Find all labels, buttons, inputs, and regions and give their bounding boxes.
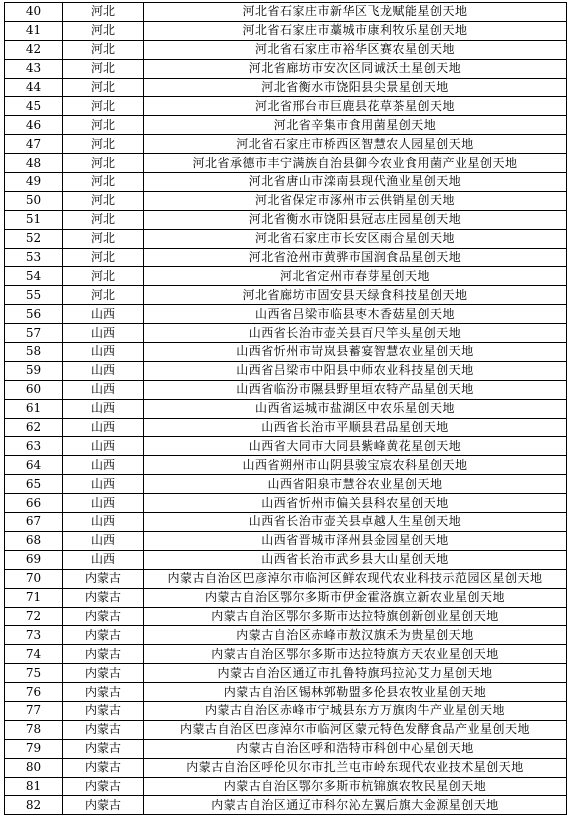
province-cell: 河北 [63, 191, 144, 210]
province-cell: 山西 [63, 324, 144, 343]
base-name-cell: 河北省石家庄市桥西区智慧农人园星创天地 [144, 135, 567, 154]
row-number-cell: 63 [5, 437, 63, 456]
base-name-cell: 山西省忻州市岢岚县蓄宴智慧农业星创天地 [144, 343, 567, 362]
base-name-cell: 河北省辛集市食用菌星创天地 [144, 116, 567, 135]
table-row [5, 758, 567, 777]
table-row [5, 286, 567, 305]
row-number-cell: 65 [5, 475, 63, 494]
base-name-cell: 内蒙古自治区巴彦淖尔市临河区鲜农现代农业科技示范园区星创天地 [144, 569, 567, 588]
table-row [5, 248, 567, 267]
province-cell: 山西 [63, 494, 144, 513]
province-cell: 山西 [63, 361, 144, 380]
base-name-cell: 山西省吕梁市临县枣木香菇星创天地 [144, 305, 567, 324]
row-number-cell: 57 [5, 324, 63, 343]
row-number-cell: 82 [5, 796, 63, 815]
row-number-cell: 76 [5, 683, 63, 702]
row-number-cell: 42 [5, 40, 63, 59]
row-number-cell: 75 [5, 664, 63, 683]
province-cell: 河北 [63, 116, 144, 135]
base-name-cell: 山西省运城市盐湖区中农乐星创天地 [144, 399, 567, 418]
province-cell: 内蒙古 [63, 569, 144, 588]
table-row [5, 229, 567, 248]
province-cell: 内蒙古 [63, 701, 144, 720]
base-name-cell: 河北省石家庄市藁城市康利牧乐星创天地 [144, 21, 567, 40]
row-number-cell: 81 [5, 777, 63, 796]
province-cell: 河北 [63, 248, 144, 267]
table-row [5, 456, 567, 475]
province-cell: 河北 [63, 97, 144, 116]
base-name-cell: 内蒙古自治区鄂尔多斯市达拉特旗创新创业星创天地 [144, 607, 567, 626]
row-number-cell: 55 [5, 286, 63, 305]
table-row [5, 475, 567, 494]
base-name-cell: 河北省石家庄市长安区雨合星创天地 [144, 229, 567, 248]
row-number-cell: 50 [5, 191, 63, 210]
province-cell: 河北 [63, 286, 144, 305]
base-name-cell: 内蒙古自治区鄂尔多斯市达拉特旗方天农业星创天地 [144, 645, 567, 664]
row-number-cell: 51 [5, 210, 63, 229]
province-cell: 山西 [63, 550, 144, 569]
province-cell: 内蒙古 [63, 796, 144, 815]
table-row [5, 305, 567, 324]
province-cell: 河北 [63, 135, 144, 154]
province-cell: 河北 [63, 229, 144, 248]
row-number-cell: 48 [5, 154, 63, 173]
table-row [5, 531, 567, 550]
table-row [5, 720, 567, 739]
base-name-cell: 山西省朔州市山阴县骏宝宸农科星创天地 [144, 456, 567, 475]
base-name-cell: 山西省晋城市泽州县金园星创天地 [144, 531, 567, 550]
row-number-cell: 54 [5, 267, 63, 286]
base-name-cell: 内蒙古自治区通辽市科尔沁左翼后旗大金源星创天地 [144, 796, 567, 815]
table-row [5, 550, 567, 569]
province-cell: 河北 [63, 59, 144, 78]
row-number-cell: 67 [5, 513, 63, 532]
province-cell: 河北 [63, 21, 144, 40]
table-body [5, 3, 567, 815]
province-cell: 河北 [63, 40, 144, 59]
base-name-cell: 内蒙古自治区赤峰市敖汉旗禾为贵星创天地 [144, 626, 567, 645]
province-cell: 山西 [63, 418, 144, 437]
base-name-cell: 河北省保定市涿州市云供销星创天地 [144, 191, 567, 210]
table-row [5, 664, 567, 683]
base-name-cell: 河北省衡水市饶阳县尖景星创天地 [144, 78, 567, 97]
table-row [5, 210, 567, 229]
province-cell: 内蒙古 [63, 626, 144, 645]
table-row [5, 21, 567, 40]
row-number-cell: 70 [5, 569, 63, 588]
row-number-cell: 78 [5, 720, 63, 739]
row-number-cell: 79 [5, 739, 63, 758]
province-cell: 山西 [63, 475, 144, 494]
base-name-cell: 河北省承德市丰宁满族自治县御今农业食用菌产业星创天地 [144, 154, 567, 173]
row-number-cell: 47 [5, 135, 63, 154]
row-number-cell: 62 [5, 418, 63, 437]
province-cell: 内蒙古 [63, 664, 144, 683]
base-name-cell: 河北省唐山市滦南县现代渔业星创天地 [144, 173, 567, 192]
table-row [5, 154, 567, 173]
row-number-cell: 72 [5, 607, 63, 626]
province-cell: 山西 [63, 399, 144, 418]
province-cell: 内蒙古 [63, 588, 144, 607]
table-row [5, 59, 567, 78]
base-name-cell: 山西省长治市壶关县卓越人生星创天地 [144, 513, 567, 532]
province-cell: 山西 [63, 531, 144, 550]
base-name-cell: 山西省忻州市偏关县科农星创天地 [144, 494, 567, 513]
base-name-cell: 河北省邢台市巨鹿县花草茶星创天地 [144, 97, 567, 116]
row-number-cell: 68 [5, 531, 63, 550]
base-name-cell: 河北省沧州市黄骅市国润食品星创天地 [144, 248, 567, 267]
row-number-cell: 61 [5, 399, 63, 418]
table-row [5, 191, 567, 210]
province-cell: 河北 [63, 78, 144, 97]
base-name-cell: 山西省长治市壶关县百尺竿头星创天地 [144, 324, 567, 343]
table-row [5, 683, 567, 702]
table-row [5, 173, 567, 192]
row-number-cell: 45 [5, 97, 63, 116]
province-cell: 内蒙古 [63, 758, 144, 777]
row-number-cell: 59 [5, 361, 63, 380]
base-name-cell: 河北省石家庄市裕华区赛农星创天地 [144, 40, 567, 59]
province-cell: 内蒙古 [63, 645, 144, 664]
row-number-cell: 53 [5, 248, 63, 267]
province-cell: 河北 [63, 267, 144, 286]
province-cell: 内蒙古 [63, 607, 144, 626]
row-number-cell: 40 [5, 3, 63, 22]
base-name-cell: 内蒙古自治区鄂尔多斯市杭锦旗农牧民星创天地 [144, 777, 567, 796]
table-row [5, 97, 567, 116]
province-cell: 山西 [63, 305, 144, 324]
province-cell: 山西 [63, 380, 144, 399]
base-name-cell: 山西省吕梁市中阳县中师农业科技星创天地 [144, 361, 567, 380]
table-row [5, 569, 567, 588]
row-number-cell: 66 [5, 494, 63, 513]
table-row [5, 796, 567, 815]
province-cell: 河北 [63, 210, 144, 229]
table-row [5, 626, 567, 645]
base-name-cell: 河北省廊坊市固安县天绿食科技星创天地 [144, 286, 567, 305]
table-row [5, 399, 567, 418]
table-row [5, 361, 567, 380]
province-cell: 河北 [63, 154, 144, 173]
province-cell: 山西 [63, 456, 144, 475]
row-number-cell: 71 [5, 588, 63, 607]
row-number-cell: 64 [5, 456, 63, 475]
row-number-cell: 60 [5, 380, 63, 399]
table-row [5, 324, 567, 343]
base-name-cell: 山西省长治市武乡县大山星创天地 [144, 550, 567, 569]
table-row [5, 380, 567, 399]
province-cell: 内蒙古 [63, 777, 144, 796]
row-number-cell: 74 [5, 645, 63, 664]
base-name-cell: 河北省定州市春芽星创天地 [144, 267, 567, 286]
row-number-cell: 44 [5, 78, 63, 97]
province-cell: 山西 [63, 343, 144, 362]
xingchuang-tiandi-table [4, 2, 567, 815]
row-number-cell: 52 [5, 229, 63, 248]
base-name-cell: 内蒙古自治区通辽市扎鲁特旗玛拉沁艾力星创天地 [144, 664, 567, 683]
province-cell: 山西 [63, 437, 144, 456]
table-row [5, 701, 567, 720]
table-row [5, 418, 567, 437]
table-row [5, 607, 567, 626]
row-number-cell: 58 [5, 343, 63, 362]
base-name-cell: 内蒙古自治区巴彦淖尔市临河区蒙元特色发酵食品产业星创天地 [144, 720, 567, 739]
table-row [5, 513, 567, 532]
table-row [5, 116, 567, 135]
base-name-cell: 河北省衡水市饶阳县冠志庄园星创天地 [144, 210, 567, 229]
province-cell: 山西 [63, 513, 144, 532]
row-number-cell: 41 [5, 21, 63, 40]
table-row [5, 739, 567, 758]
base-name-cell: 山西省阳泉市慧谷农业星创天地 [144, 475, 567, 494]
table-row [5, 588, 567, 607]
table-row [5, 40, 567, 59]
province-cell: 河北 [63, 3, 144, 22]
province-cell: 河北 [63, 173, 144, 192]
row-number-cell: 43 [5, 59, 63, 78]
table-row [5, 267, 567, 286]
base-name-cell: 内蒙古自治区鄂尔多斯市伊金霍洛旗立新农业星创天地 [144, 588, 567, 607]
base-name-cell: 内蒙古自治区呼和浩特市科创中心星创天地 [144, 739, 567, 758]
base-name-cell: 河北省廊坊市安次区同诚沃土星创天地 [144, 59, 567, 78]
province-cell: 内蒙古 [63, 720, 144, 739]
base-name-cell: 山西省大同市大同县紫峰黄花星创天地 [144, 437, 567, 456]
province-cell: 内蒙古 [63, 683, 144, 702]
row-number-cell: 49 [5, 173, 63, 192]
table-row [5, 343, 567, 362]
table-row [5, 777, 567, 796]
table-row [5, 437, 567, 456]
base-name-cell: 内蒙古自治区呼伦贝尔市扎兰屯市岭东现代农业技术星创天地 [144, 758, 567, 777]
row-number-cell: 80 [5, 758, 63, 777]
base-name-cell: 山西省长治市平顺县君品星创天地 [144, 418, 567, 437]
base-name-cell: 山西省临汾市隰县野里垣农特产品星创天地 [144, 380, 567, 399]
base-name-cell: 内蒙古自治区赤峰市宁城县东方万旗肉牛产业星创天地 [144, 701, 567, 720]
table-row [5, 645, 567, 664]
table-row [5, 78, 567, 97]
row-number-cell: 77 [5, 701, 63, 720]
base-name-cell: 河北省石家庄市新华区飞龙赋能星创天地 [144, 3, 567, 22]
base-name-cell: 内蒙古自治区锡林郭勒盟多伦县农牧业星创天地 [144, 683, 567, 702]
table-row [5, 135, 567, 154]
row-number-cell: 69 [5, 550, 63, 569]
table-row [5, 3, 567, 22]
table-row [5, 494, 567, 513]
row-number-cell: 56 [5, 305, 63, 324]
row-number-cell: 46 [5, 116, 63, 135]
province-cell: 内蒙古 [63, 739, 144, 758]
row-number-cell: 73 [5, 626, 63, 645]
